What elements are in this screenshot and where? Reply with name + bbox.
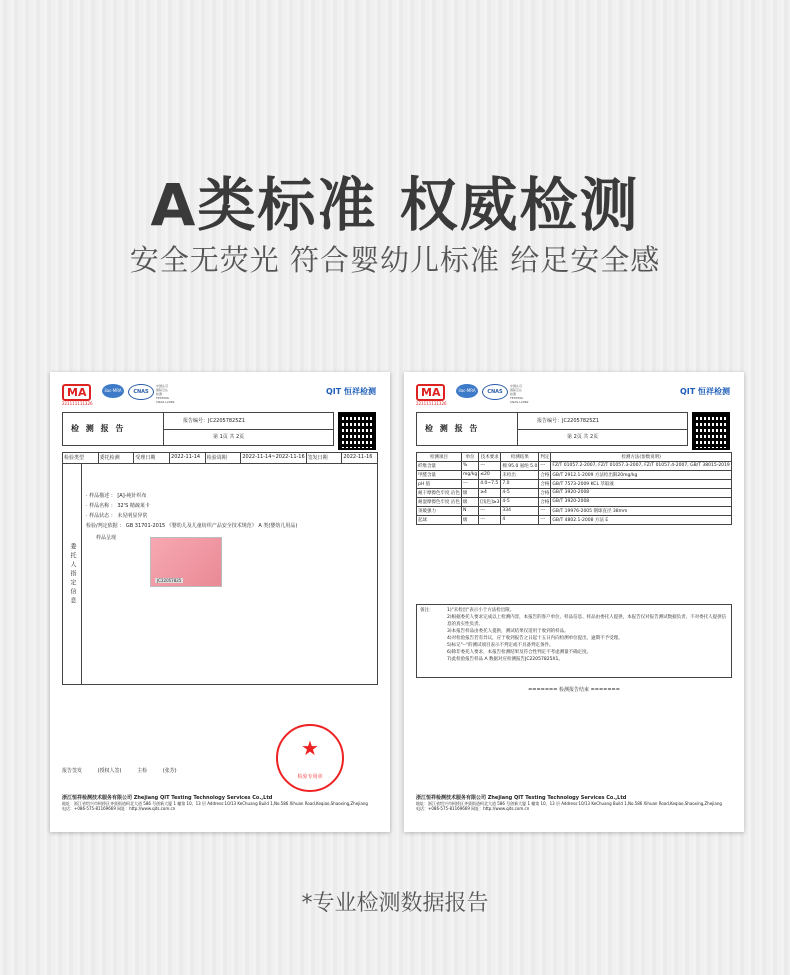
sample-photo [150, 537, 222, 587]
report-logos [416, 384, 732, 406]
qit-logo: QIT 恒祥检测 [679, 387, 730, 396]
table-row: 顶破强力 N --- 334 --- GB/T 19976-2005 钢球直径 38mm [417, 507, 732, 516]
star-icon: ★ [301, 736, 319, 760]
results-table [416, 452, 732, 525]
table-row: 耐湿摩擦色牢度 沾色 级 [浅色]≥3 4-5 合格 GB/T 3920-2008 [417, 498, 732, 507]
page-label: 第 2页 共 2页 [567, 434, 599, 440]
info-row: 检验类型 委托检测 受理日期 2022-11-14 检验周期 2022-11-14~2022-11-16 签发日期 2022-11-16 [62, 452, 378, 464]
report-header [416, 412, 688, 446]
page-title: A类标准 权威检测 [150, 171, 640, 239]
report-title: 检 测 报 告 [71, 424, 126, 433]
cnas-caption: 中国认可 国际互认 检测 TESTING CNAS L2982 [156, 384, 175, 404]
table-row: 起球 级 --- 4 --- GB/T 4802.1-2008 方法 E [417, 516, 732, 525]
ma-logo: MA [62, 384, 91, 401]
page-subtitle: 安全无荧光 符合婴幼儿标准 给足安全感 [129, 243, 661, 277]
report-logos [62, 384, 378, 406]
cnas-logo: CNAS [128, 384, 154, 400]
photo-tag: JC22057825 [157, 578, 182, 583]
ma-number: 221111111326 [416, 401, 447, 406]
qit-logo: QIT 恒祥检测 [325, 387, 376, 396]
report-title: 检 测 报 告 [425, 424, 480, 433]
cnas-caption: 中国认可 国际互认 检测 TESTING CNAS L2982 [510, 384, 529, 404]
report-number: 报告编号：JC22057825Z1 [183, 418, 246, 424]
report-end: ======= 检测报告结束 ======= [528, 687, 620, 693]
ma-number: 221111111326 [62, 401, 93, 406]
caption: *专业检测数据报告 [301, 891, 489, 916]
report-page-1 [50, 372, 390, 832]
report-footer: 浙江恒祥检测技术服务有限公司 Zhejiang QIT Testing Technology Services Co.,Ltd 地址：浙江省绍兴市柯桥区齐贤街道柯北大道 586 号创新大厦 1 幢第 10、13 层 Address:10/13 KeChuang Build 1,No.586 Xihuan Road,Keqiao,Shaoxing,Zhejiang 电话：+086-575-81169669 网址：http://www.qits.com.cn [62, 795, 368, 811]
qr-code-icon [692, 412, 730, 450]
ilac-logo: ilac-MRA [456, 384, 478, 398]
signatures: 报告签发 (授权人签) 主检 (张芳) [62, 768, 177, 774]
report-number: 报告编号：JC22057825Z1 [537, 418, 600, 424]
report-footer: 浙江恒祥检测技术服务有限公司 Zhejiang QIT Testing Technology Services Co.,Ltd 地址：浙江省绍兴市柯桥区齐贤街道柯北大道 586 号创新大厦 1 幢第 10、13 层 Address:10/13 KeChuang Build 1,No.586 Xihuan Road,Keqiao,Shaoxing,Zhejiang 电话：+086-575-81169669 网址：http://www.qits.com.cn [416, 795, 722, 811]
table-row: 耐干摩擦色牢度 沾色 级 ≥4 4-5 合格 GB/T 3920-2008 [417, 489, 732, 498]
sample-info: · 样品描述 ： [A]-纯针织布 · 样品名称 ： 32'S 精疏莱卡 · 样品状态 ： 未见明显异常 检验/判定依据 ： GB 31701-2015 《婴幼儿及儿童纺织产品安全技术规范》 A 类(婴幼儿用品) 样品呈现 [81, 463, 378, 685]
table-row: 纤维含量 % --- 棉 95.0 氨纶 5.0 --- FZ/T 01057.2-2007, FZ/T 01057.3-2007, FZ/T 01057.4-2007, GB/T 38015-2019 [418, 463, 730, 469]
qr-code-icon [338, 412, 376, 450]
cnas-logo: CNAS [482, 384, 508, 400]
notes: 备注： 1)"未检出"表示小于方法检出限。 2)根据委托人要求完成以上检测内容，本报告的客户单位、样品信息、样品由委托人提供，本报告仅对报告测试数据负责，不对委托人提供信息的真实性负责。 3)本报告样品由委托人提供，测试结果仅适用于收到的样品。 4)对检验报告若有异议，应于收到报告之日起十五日内向检测单位提出，逾期不予受理。 5)标记"--"的测试项目表示不判定或不具备判定条件。 6)除非委托人要求，本报告检测结果及符合性判定不考虑测量不确定度。 7)此检验报告样品 A 数据对应检测报告JC22057825X1。 [416, 604, 732, 678]
table-row: pH 值 --- 4.0~7.5 7.0 合格 GB/T 7573-2009 KCL 萃取液 [417, 480, 732, 489]
official-stamp: ★ 检验专用章 [276, 724, 344, 792]
table-row: 甲醛含量 mg/kg ≤20 未检出 合格 GB/T 2912.1-2009 方法检出限20mg/kg [417, 471, 732, 480]
report-header [62, 412, 334, 446]
side-label: 委托人指定信息 [62, 463, 82, 685]
page-label: 第 1页 共 2页 [213, 434, 245, 440]
ma-logo: MA [416, 384, 445, 401]
table-header-row: 检测项目 单位 技术要求 检测结果 判定 检测方法(参数说明) [417, 453, 732, 462]
report-page-2 [404, 372, 744, 832]
ilac-logo: ilac-MRA [102, 384, 124, 398]
